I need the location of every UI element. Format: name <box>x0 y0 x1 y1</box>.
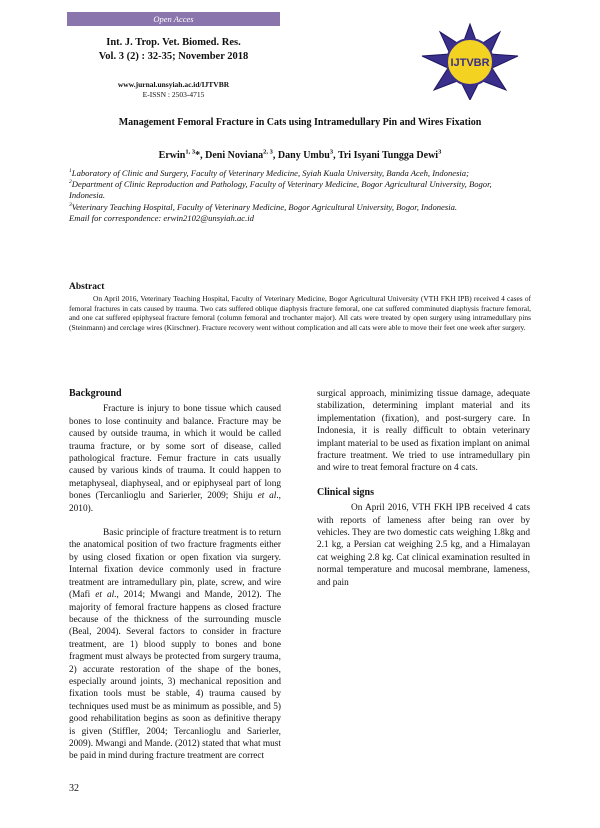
corresponding-mark: * <box>195 150 201 161</box>
abstract-body: On April 2016, Veterinary Teaching Hospital, Faculty of Veterinary Medicine, Bogor Agricultural University (VTH FKH IPB) received 4 cases of femoral fractures in cats caused by trauma. Two cats suffered oblique diaphysis fracture femoral, one cat suffered comminuted diaphysis fracture femoral, and one cat suffered epiphyseal fracture femoral (column femoral and trochanter major). All cats were treated by open surgery using intramedullary pins (Steinmann) and cerclage wires (Kirschner). Fracture recovery went without complication and all cats were able to move their feet one week after surgery. <box>69 294 531 332</box>
journal-logo <box>420 22 520 100</box>
affil-text: Department of Clinic Reproduction and Pathology, Faculty of Veterinary Medicine, Bogor Agricultural University, Bogor, <box>71 179 492 190</box>
author-name: , Tri Isyani Tungga Dewi <box>333 150 439 161</box>
paragraph-gap <box>69 515 281 527</box>
page-number: 32 <box>69 783 79 794</box>
author-name: , Dany Umbu <box>272 150 330 161</box>
author-affil-sup: 2, 3 <box>263 148 273 156</box>
text-run: ., 2010). <box>69 491 281 514</box>
affil-text: Veterinary Teaching Hospital, Faculty of Veterinary Medicine, Bogor Agricultural University, Bogor, Indonesia. <box>71 201 458 212</box>
journal-url[interactable]: www.jurnal.unsyiah.ac.id/IJTVBR <box>117 80 230 89</box>
paragraph: On April 2016, VTH FKH IPB received 4 cats with reports of lameness after being ran over by vehicles. They are two domestic cats weighing 1.8kg and 2.1 kg, a Persian cat weighing 2.5 kg, and a Himalayan cat weighing 2.8 kg. Cat clinical examination resulted in normal temperature and mucosal membrane, lameness, and pain <box>317 503 530 588</box>
journal-volume: Vol. 3 (2) : 32-35; November 2018 <box>98 51 249 62</box>
affiliation <box>69 179 531 190</box>
left-column <box>69 388 281 763</box>
affil-text: Indonesia. <box>69 190 106 201</box>
etal-italic: et al <box>95 590 115 601</box>
paragraph-gap <box>317 475 530 487</box>
affiliation <box>69 202 531 213</box>
affiliation <box>69 190 531 201</box>
text-run: ., 2014; Mwangi and Mande, 2012). The majority of femoral fracture happens as closed fracture because of the thickness of the surrounding muscle (Beal, 2004). Several factors to consider in fracture treatment, are 1) blood supply to bones and bone fragment must always be protected from surgery trauma, 2) accurate restoration of the shape of the bones, especially around joints, 3) mechanical reposition and fixation tools must be stable, 4) trauma caused by techniques used must be as minimum as possible, and 5) good rehabilitation begins as soon as definitive therapy is given (Stiffler, 2004; Tercanlioglu and Sarierler, 2009). Mwangi and Mande. (2012) stated that what must be paid in mind during fracture treatment are correct <box>69 590 281 762</box>
journal-issn: E-ISSN : 2503-4715 <box>142 90 205 99</box>
correspondence-email[interactable] <box>69 213 531 224</box>
affil-sup: 1 <box>69 168 72 175</box>
text-run: Basic principle of fracture treatment is to return the anatomical position of two fracture fragments either by using closed fixation or open fixation via surgery. Internal fixation device commonly used in fracture treatment are intramedullary pin, plate, screw, and wire (Mafi <box>69 528 281 601</box>
author-affil-sup: 1, 3 <box>185 148 196 156</box>
paragraph <box>69 403 281 515</box>
affil-text: Laboratory of Clinic and Surgery, Faculty of Veterinary Medicine, Syiah Kuala University, Banda Aceh, Indonesia; <box>71 168 469 178</box>
author-list <box>40 150 560 161</box>
paragraph-continued: surgical approach, minimizing tissue damage, adequate stabilization, determining implant material and its implementation (fixation), and post-surgery care. In Indonesia, it is really difficult to obtain veterinary implant material to be used as fixation implant on animal fracture treatment. We tried to use intramedullary pin and wire to treat femoral fracture on 4 cats. <box>317 389 530 474</box>
affiliation <box>69 168 531 179</box>
email-text[interactable]: Email for correspondence: erwin2102@unsyiah.ac.id <box>69 212 254 223</box>
abstract-heading: Abstract <box>69 282 105 292</box>
author-name: , Deni Noviana <box>200 150 264 161</box>
section-heading-background: Background <box>69 388 122 399</box>
affiliations <box>69 168 531 224</box>
paragraph <box>69 527 281 763</box>
paper-title: Management Femoral Fracture in Cats using Intramedullary Pin and Wires Fixation <box>118 117 482 128</box>
journal-title: Int. J. Trop. Vet. Biomed. Res. <box>106 37 241 48</box>
author-affil-sup: 3 <box>329 148 334 156</box>
text-run: Fracture is injury to bone tissue which caused bones to lose continuity and balance. Fracture may be caused by outside trauma, in which it would be called trauma fracture, or by some sort of disease, called pathological fracture. Femur fracture in cats usually caused by various kinds of trauma. It could happen to metaphyseal, diaphyseal, and or epiphyseal part of long bones (Tercanlioglu and Sarierler, 2009; Shiju <box>69 404 281 502</box>
etal-italic: et al <box>257 491 277 502</box>
author-name: Erwin <box>158 150 186 161</box>
affil-sup: 2 <box>69 179 72 186</box>
section-heading-clinical-signs: Clinical signs <box>317 486 374 498</box>
affil-sup: 3 <box>69 201 72 208</box>
logo-text: IJTVBR <box>450 57 490 69</box>
open-access-banner: Open Acces <box>67 12 280 26</box>
right-column <box>317 388 530 589</box>
author-affil-sup: 3 <box>438 148 442 156</box>
